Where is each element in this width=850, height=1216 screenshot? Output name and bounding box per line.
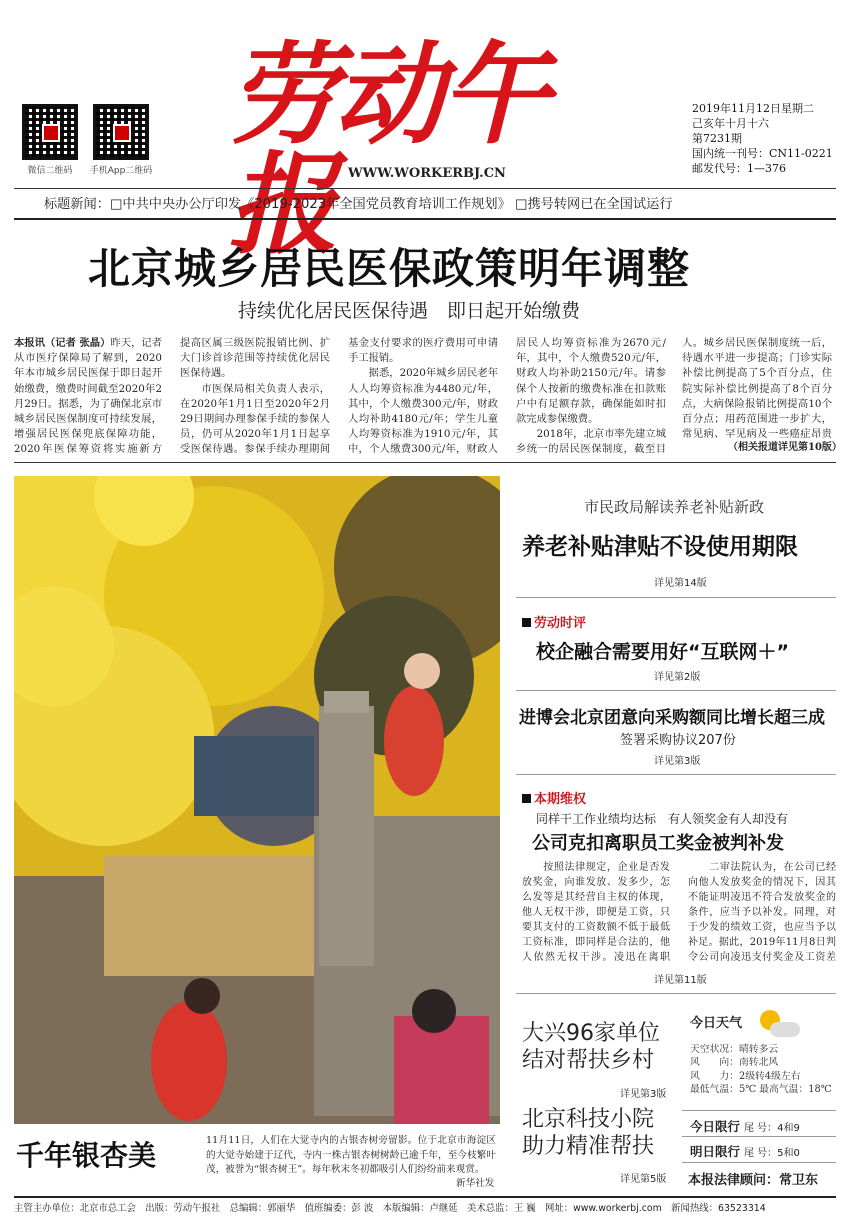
divider	[682, 1162, 836, 1163]
photo-title: 千年银杏美	[16, 1139, 157, 1172]
divider	[516, 774, 836, 775]
traffic-tomorrow-label: 明日限行	[690, 1144, 741, 1159]
story4-see[interactable]: 详见第11版	[654, 975, 707, 986]
story2-see[interactable]: 详见第2版	[654, 672, 701, 683]
legal-advisor-label: 本报法律顾问：	[688, 1173, 780, 1188]
lead-col-4: 居民人均筹资标准为2670元/年，其中，个人缴费520元/年，财政人均补助2150元/年。请参保个人按新的缴费标准在扣款账户中有足额存款，确保能如时扣款完成参保缴费。 2018年，北京市率先建立城乡统一的居民医保制度，截至目	[516, 337, 666, 456]
masthead-logo: 劳动午报	[228, 30, 546, 269]
weather-rows	[690, 1043, 836, 1097]
lead-byline: 本报讯（记者 张晶）	[14, 337, 111, 349]
lead-col-2: 提高区属三级医院报销比例、扩大门诊首诊范围等持续优化居民医保待遇。 市医保局相关负责人表示，在2020年1月1日至2020年2月29日期间办理参保手续的参保人员，仍可从2020年1月1日起享受医保待遇。参保手续办理期间	[180, 337, 330, 456]
story4-col-1: 按照法律规定，企业是否发放奖金，向谁发放、发多少，怎么发等是其经营自主权的体现，他人无权干涉，即便是工资，只要其支付的工资数额不低于最低工资标准，即同样是合法的，他人依然无权干涉。凌迅在离职	[522, 862, 670, 963]
weather-icon	[760, 1010, 800, 1040]
footer-rule	[14, 1196, 836, 1198]
lead-rule	[14, 462, 836, 463]
divider	[516, 690, 836, 691]
story2-tag: 劳动时评	[522, 612, 586, 631]
qr-caption-app: 手机App二维码	[89, 166, 153, 176]
weather-temperature: 最低气温：5℃ 最高气温：18℃	[690, 1084, 832, 1096]
story4-kicker: 同样干工作业绩均达标 有人领奖金有人却没有	[536, 812, 789, 826]
story4-title[interactable]: 公司克扣离职员工奖金被判补发	[532, 833, 784, 854]
ginkgo-photo-illustration	[14, 476, 500, 1124]
divider	[682, 1136, 836, 1137]
lead-col-5: 人。城乡居民医保制度统一后，待遇水平进一步提高；门诊实际补偿比例提高了5个百分点，住院实际补偿比例提高了8个百分点，大病保险报销比例提高10个百分点；用药范围进一步扩大，常见病、罕见病及一些癌症昂贵	[682, 337, 832, 441]
lead-col-3: 基金支付要求的医疗费用可申请手工报销。 据悉，2020年城乡居民老年人人均筹资标准为4480元/年，其中，个人缴费300元/年，财政人均补助4180元/年；学生儿童人均筹资标准为1910元/年，其中，个人缴费300元/年，财政人	[348, 337, 498, 456]
divider	[682, 1110, 836, 1111]
divider	[516, 993, 836, 994]
headline-news-label: 标题新闻：	[44, 197, 110, 212]
story2-title[interactable]: 校企融合需要用好“互联网＋”	[536, 641, 789, 663]
traffic-today-value: 尾 号：4和9	[744, 1123, 800, 1134]
divider	[516, 597, 836, 598]
legal-advisor-name: 常卫东	[779, 1173, 819, 1188]
lead-subtitle: 持续优化居民医保待遇 即日起开始缴费	[238, 300, 581, 322]
traffic-tomorrow-value: 尾 号：5和0	[744, 1148, 800, 1159]
story1-kicker: 市民政局解读养老补贴新政	[584, 498, 765, 516]
ginkgo-photo	[14, 476, 500, 1124]
lead-title[interactable]: 北京城乡居民医保政策明年调整	[88, 244, 691, 293]
traffic-today	[690, 1117, 800, 1135]
headline-news-item[interactable]: □携号转网已在全国试运行	[514, 197, 673, 212]
footer-credits: 主管主办单位：北京市总工会 出版：劳动午报社 总编辑：郭丽华 值班编委：彭 波 本版编辑：卢继延 美术总监：王 巍 网址：www.workerbj.com 新闻热线：63523314	[14, 1203, 766, 1214]
story3-title[interactable]: 进博会北京团意向采购额同比增长超三成	[519, 708, 825, 728]
story4-tag: 本期维权	[522, 788, 586, 807]
story6-see[interactable]: 详见第5版	[620, 1174, 667, 1185]
website-url[interactable]: WWW.WORKERBJ.CN	[348, 166, 506, 181]
qr-caption-wechat: 微信二维码	[27, 166, 73, 176]
lunar-date: 己亥年十月十六	[692, 117, 769, 130]
headline-news-item[interactable]: □中共中央办公厅印发《2019-2023年全国党员教育培训工作规划》	[109, 197, 511, 212]
story1-title[interactable]: 养老补贴津贴不设使用期限	[522, 534, 798, 560]
legal-advisor	[688, 1169, 818, 1188]
postal-code: 邮发代号：1—376	[692, 162, 786, 175]
headline-rule	[14, 218, 836, 220]
weather-title: 今日天气	[690, 1016, 743, 1031]
traffic-today-label: 今日限行	[690, 1119, 741, 1134]
header-rule	[14, 188, 836, 189]
photo-caption: 11月11日，人们在大觉寺内的古银杏树旁留影。位于北京市海淀区的大觉寺始建于辽代，寺内一株古银杏树树龄已逾千年，至今枝繁叶茂，被誉为“银杏树王”。每年秋末冬初都吸引人们纷纷前来观赏。	[206, 1135, 496, 1175]
story1-see[interactable]: 详见第14版	[654, 578, 707, 589]
weather-box	[682, 1012, 836, 1097]
issue-date: 2019年11月12日星期二	[692, 102, 814, 115]
qr-code-wechat[interactable]	[22, 104, 78, 160]
headline-news-bar	[44, 193, 673, 212]
story6-title[interactable]: 北京科技小院 助力精准帮扶	[522, 1107, 655, 1159]
lead-col-1: 本报讯（记者 张晶）昨天，记者从市医疗保障局了解到，2020年本市城乡居民医保于即日起开始缴费，缴费时间截至2020年2月29日。据悉，为了确保北京市城乡居民医保制度可持续发展，增强居民医保兜底保障功能，2020年医保筹资将实施新方	[14, 337, 162, 456]
story5-title[interactable]: 大兴96家单位 结对帮扶乡村	[522, 1021, 660, 1073]
cn-number: 国内统一刊号：CN11-0221	[692, 147, 833, 160]
traffic-tomorrow	[690, 1142, 800, 1160]
photo-credit: 新华社发	[456, 1178, 495, 1189]
issue-number: 第7231期	[692, 132, 742, 145]
story4-col-2: 二审法院认为，在公司已经向他人发放奖金的情况下，因其不能证明凌迅不符合发放奖金的条件，应当予以补发。同理，对于少发的绩效工资，也应当予以补足。据此，2019年11月8日判令公司向凌迅支付奖金及工资差	[688, 862, 836, 963]
lead-ref[interactable]: （相关报道详见第10版）	[728, 442, 842, 453]
qr-code-app[interactable]	[93, 104, 149, 160]
weather-wind-force: 风 力：2级转4级左右	[690, 1070, 801, 1082]
story5-see[interactable]: 详见第3版	[620, 1089, 667, 1100]
issue-info	[692, 101, 842, 176]
weather-wind-direction: 风 向：南转北风	[690, 1057, 779, 1069]
story3-see[interactable]: 详见第3版	[654, 756, 701, 767]
weather-sky: 天空状况：晴转多云	[690, 1044, 779, 1055]
story3-subtitle: 签署采购协议207份	[620, 733, 736, 748]
